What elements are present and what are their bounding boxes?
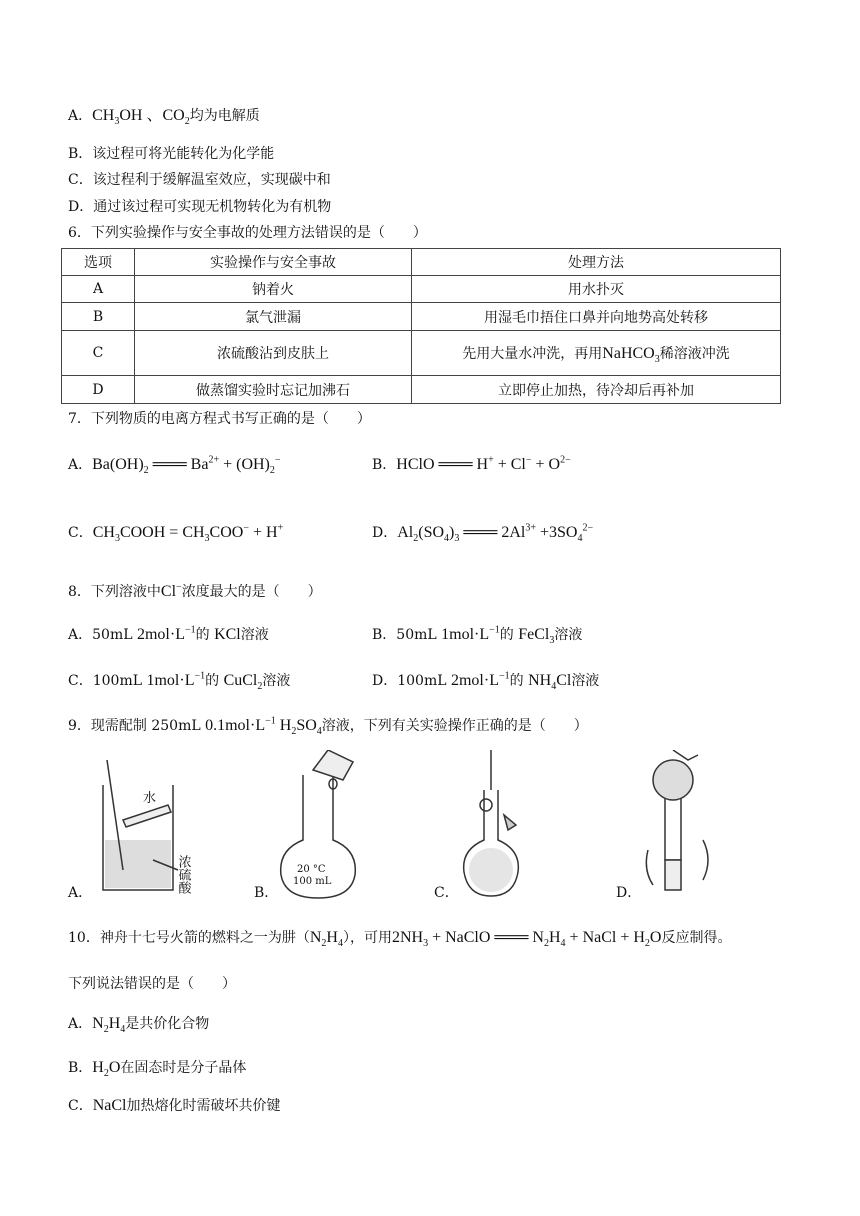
q8-option-d: D．100mL $2mol\cdot L^{-1}$的 $NH_4Cl$溶液	[372, 670, 600, 693]
q5-option-a: A．$CH_3OH$ 、$CO_2$均为电解质	[68, 107, 260, 128]
q7-option-d: D．$Al_2(SO_4)_3$ ═══ $2Al^{3+} +3SO_4^{2-}$	[372, 522, 594, 545]
q7-stem: 7．下列物质的电离方程式书写正确的是（ ）	[68, 411, 371, 427]
q6-stem: 6．下列实验操作与安全事故的处理方法错误的是（ ）	[68, 225, 427, 241]
q10-stem-2: 下列说法错误的是（ ）	[68, 976, 236, 992]
q8-option-b: B．50mL $1mol\cdot L^{-1}$的 FeCl$_3$溶液	[372, 624, 583, 647]
table-header: 处理方法	[412, 249, 781, 276]
table-header-row	[62, 249, 781, 276]
table-cell: 先用大量水冲洗，再用NaHCO$_3$稀溶液冲洗	[412, 331, 781, 376]
q9-stem: 9．现需配制 250mL $0.1mol\cdot L^{-1}$ $H_2SO_4$溶液，下列有关实验操作正确的是（ ）	[68, 715, 588, 738]
fig-label-a: A．	[68, 885, 93, 901]
q5-option-c: C．该过程利于缓解温室效应，实现碳中和	[68, 172, 331, 188]
table-cell: B	[62, 303, 135, 331]
q10-stem: 10．神舟十七号火箭的燃料之一为肼$(N_2H_4)$，可用$2NH_3$ + NaClO ═══ $N_2H_4$ + NaCl + $H_2O$反应制得。	[68, 929, 732, 950]
table-row	[62, 303, 781, 331]
q6-table	[61, 248, 781, 404]
table-cell: 用水扑灭	[412, 276, 781, 303]
q7-option-b: B．HClO ═══ $H^+ + Cl^- + O^{2-}$	[372, 454, 571, 473]
table-header: 实验操作与安全事故	[135, 249, 412, 276]
table-cell: D	[62, 376, 135, 404]
flask-volume: 100 mL	[293, 876, 332, 887]
q7-option-c: C．$CH_3COOH = CH_3COO^- + H^+$	[68, 522, 284, 545]
table-cell: A	[62, 276, 135, 303]
table-cell: 钠着火	[135, 276, 412, 303]
volumetric-flask-pouring	[273, 750, 363, 900]
q10-option-c: C．NaCl加热熔化时需破坏共价键	[68, 1097, 281, 1114]
fig-label-b: B．	[254, 885, 279, 901]
acid-label: 浓硫酸	[175, 855, 191, 894]
q8-option-a: A．50mL $2mol\cdot L^{-1}$的 KCl溶液	[68, 624, 269, 643]
dilution-diagram	[93, 750, 213, 900]
q5-option-b: B．该过程可将光能转化为化学能	[68, 146, 275, 162]
table-cell: 浓硫酸沾到皮肤上	[135, 331, 412, 376]
q7-option-a: A．$Ba(OH)_2$ ═══ $Ba^{2+} + (OH)_2^-$	[68, 454, 281, 477]
table-cell: 立即停止加热，待冷却后再补加	[412, 376, 781, 404]
q5-option-d: D．通过该过程可实现无机物转化为有机物	[68, 199, 332, 215]
table-row	[62, 331, 781, 376]
flask-temp: 20 °C	[297, 864, 326, 875]
flask-inverting	[643, 750, 733, 900]
table-cell: 做蒸馏实验时忘记加沸石	[135, 376, 412, 404]
table-row	[62, 276, 781, 303]
q10-option-b: B．$H_2O$在固态时是分子晶体	[68, 1059, 247, 1080]
water-label: 水	[143, 791, 157, 806]
table-cell: 氯气泄漏	[135, 303, 412, 331]
fig-label-c: C．	[434, 885, 459, 901]
table-cell: C	[62, 331, 135, 376]
table-row	[62, 376, 781, 404]
q8-option-c: C．100mL $1mol\cdot L^{-1}$的 CuCl$_2$溶液	[68, 670, 291, 693]
table-cell: 用湿毛巾捂住口鼻并向地势高处转移	[412, 303, 781, 331]
q9-figures	[68, 750, 788, 910]
table-header: 选项	[62, 249, 135, 276]
q10-option-a: A．$N_2H_4$是共价化合物	[68, 1015, 210, 1036]
q8-stem: 8．下列溶液中Cl−浓度最大的是（ ）	[68, 581, 322, 600]
flask-with-dropper	[456, 750, 556, 900]
fig-label-d: D．	[616, 885, 642, 901]
